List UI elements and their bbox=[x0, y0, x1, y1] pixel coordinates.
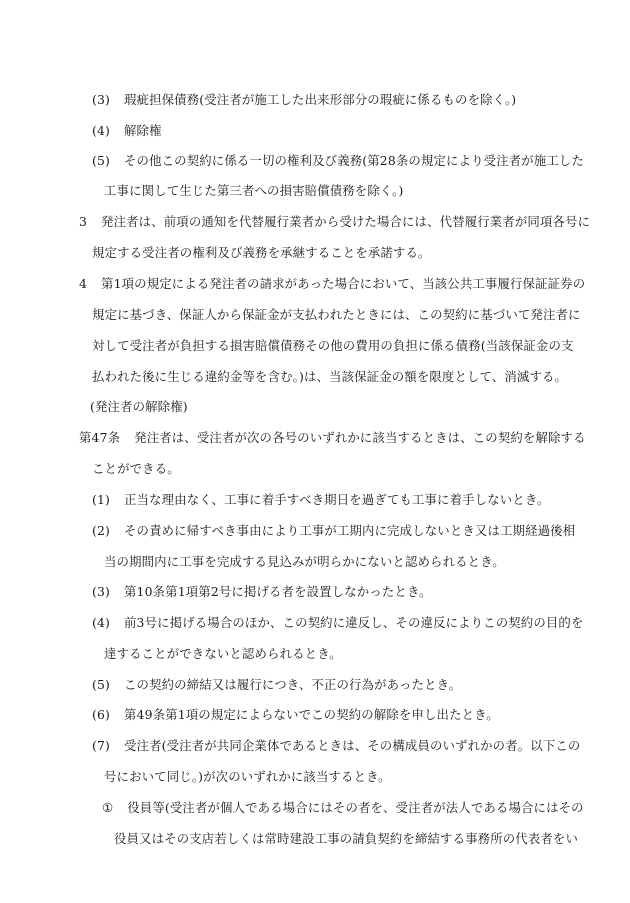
paragraph-number: 3 bbox=[79, 214, 88, 229]
item-text: 達することができないと認められるとき。 bbox=[104, 646, 342, 661]
item-text: 当の期間内に工事を完成する見込みが明らかにないと認められるとき。 bbox=[104, 554, 505, 569]
item-text: 第49条第1項の規定によらないでこの契約の解除を申し出たとき。 bbox=[124, 707, 499, 722]
item-text: 第10条第1項第2号に掲げる者を設置しなかったとき。 bbox=[124, 584, 432, 599]
item-text: 受注者(受注者が共同企業体であるときは、その構成員のいずれかの者。以下この bbox=[124, 738, 581, 753]
item-number: (6) bbox=[92, 707, 111, 722]
item-number: (3) bbox=[92, 584, 111, 599]
item-text: この契約の締結又は履行につき、不正の行為があったとき。 bbox=[124, 677, 462, 692]
item-line bbox=[92, 523, 575, 539]
paragraph-text: 対して受注者が負担する損害賠償債務その他の費用の負担に係る債務(当該保証金の支 bbox=[92, 338, 574, 353]
paragraph-text: 規定する受注者の権利及び義務を承継することを承諾する。 bbox=[92, 245, 431, 260]
item-text: 号において同じ。)が次のいずれかに該当するとき。 bbox=[104, 769, 391, 784]
item-line bbox=[92, 153, 584, 169]
item-number: (7) bbox=[92, 738, 111, 753]
article-text: ことができる。 bbox=[92, 461, 180, 476]
item-line bbox=[92, 738, 580, 754]
item-text: その責めに帰すべき事由により工事が工期内に完成しないとき又は工期経過後相 bbox=[124, 523, 576, 538]
item-number: (2) bbox=[92, 523, 111, 538]
continuation-line bbox=[104, 183, 404, 199]
continuation-line bbox=[92, 461, 180, 477]
subitem-text: 役員等(受注者が個人である場合にはその者を、受注者が法人である場合にはその bbox=[127, 800, 584, 815]
article-number: 第47条 bbox=[79, 430, 121, 445]
article-line bbox=[79, 430, 586, 446]
item-line bbox=[92, 707, 499, 723]
item-line bbox=[92, 584, 432, 600]
subitem-text: 役員又はその支店若しくは常時建設工事の請負契約を締結する事務所の代表者をい bbox=[114, 831, 579, 846]
item-number: (5) bbox=[92, 153, 111, 168]
article-text: 発注者は、受注者が次の各号のいずれかに該当するときは、この契約を解除する bbox=[134, 430, 586, 445]
paragraph-line bbox=[79, 276, 585, 292]
continuation-line bbox=[104, 646, 342, 662]
item-number: (4) bbox=[92, 615, 111, 630]
paragraph-line bbox=[79, 214, 590, 230]
paragraph-text: 発注者は、前項の通知を代替履行業者から受けた場合には、代替履行業者が同項各号に bbox=[101, 214, 591, 229]
item-number: (1) bbox=[92, 492, 111, 507]
item-text: 解除権 bbox=[124, 123, 162, 138]
item-text: その他この契約に係る一切の権利及び義務(第28条の規定により受注者が施工した bbox=[124, 153, 584, 168]
item-text: 前3号に掲げる場合のほか、この契約に違反し、その違反によりこの契約の目的を bbox=[124, 615, 584, 630]
paragraph-text: 規定に基づき、保証人から保証金が支払われたときには、この契約に基づいて発注者に bbox=[92, 307, 581, 322]
item-number: (5) bbox=[92, 677, 111, 692]
subitem-number: ① bbox=[102, 800, 114, 815]
item-text: 工事に関して生じた第三者への損害賠償債務を除く。) bbox=[104, 183, 404, 198]
paragraph-text: 第1項の規定による発注者の請求があった場合において、当該公共工事履行保証証券の bbox=[101, 276, 586, 291]
item-line bbox=[92, 123, 162, 139]
continuation-line bbox=[92, 245, 431, 261]
continuation-line bbox=[114, 831, 578, 847]
item-line bbox=[92, 92, 516, 108]
continuation-line bbox=[104, 769, 391, 785]
item-line bbox=[92, 615, 584, 631]
continuation-line bbox=[104, 554, 505, 570]
continuation-line bbox=[92, 307, 581, 323]
item-text: 瑕疵担保債務(受注者が施工した出来形部分の瑕疵に係るものを除く。) bbox=[124, 92, 517, 107]
item-text: 正当な理由なく、工事に着手すべき期日を過ぎても工事に着手しないとき。 bbox=[124, 492, 550, 507]
item-line bbox=[92, 492, 549, 508]
paragraph-number: 4 bbox=[79, 276, 88, 291]
paragraph-text: 払われた後に生じる違約金等を含む。)は、当該保証金の額を限度として、消滅する。 bbox=[92, 369, 568, 384]
item-line bbox=[92, 677, 461, 693]
article-heading bbox=[90, 399, 188, 415]
continuation-line bbox=[92, 338, 574, 354]
continuation-line bbox=[92, 369, 567, 385]
subitem-line bbox=[102, 800, 584, 816]
item-number: (4) bbox=[92, 123, 111, 138]
item-number: (3) bbox=[92, 92, 111, 107]
heading-text: (発注者の解除権) bbox=[90, 399, 188, 414]
